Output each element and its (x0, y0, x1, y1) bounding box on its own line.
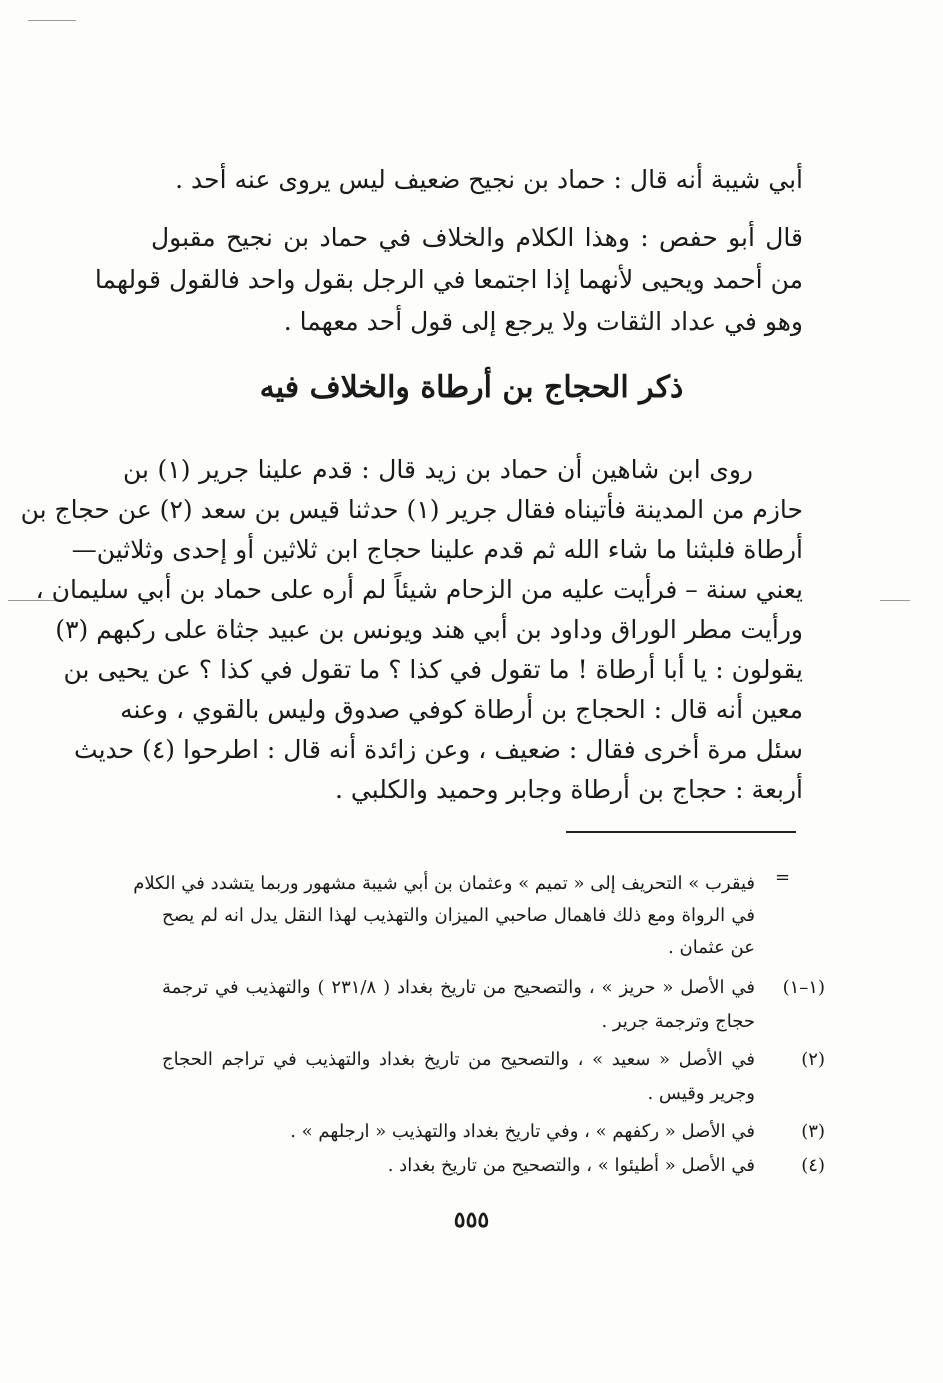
body-line: وهو في عداد الثقات ولا يرجع إلى قول أحد معهما . (283, 307, 803, 336)
body-line: يقولون : يا أبا أرطاة ! ما تقول في كذا ؟ ما تقول في كذا ؟ عن يحيى بن (63, 655, 803, 684)
footnote-line: في الأصل « ركفهم » ، وفي تاريخ بغداد والتهذيب « ارجلهم » . (290, 1121, 755, 1142)
body-line: قال أبو حفص : وهذا الكلام والخلاف في حماد بن نجيح مقبول (151, 223, 803, 252)
body-line: أربعة : حجاج بن أرطاة وجابر وحميد والكلبي . (335, 775, 803, 804)
footnote-line: في الأصل « سعيد » ، والتصحيح من تاريخ بغداد والتهذيب في تراجم الحجاج (162, 1049, 755, 1070)
body-line: حازم من المدينة فأتيناه فقال جرير (١) حدثنا قيس بن سعد (٢) عن حجاج بن (20, 495, 803, 524)
body-line: ورأيت مطر الوراق وداود بن أبي هند ويونس بن عبيد جثاة على ركبهم (٣) (55, 615, 803, 644)
footnote-number: (٤) (801, 1155, 825, 1176)
body-line: من أحمد ويحيى لأنهما إذا اجتمعا في الرجل بقول واحد فالقول قولهما (94, 265, 803, 294)
footnote-divider (566, 831, 796, 833)
scan-mark (28, 20, 76, 21)
body-line: سئل مرة أخرى فقال : ضعيف ، وعن زائدة أنه قال : اطرحوا (٤) حديث (74, 735, 803, 764)
footnote-line: في الرواة ومع ذلك فاهمال صاحبي الميزان والتهذيب لهذا النقل يدل انه لم يصح (162, 905, 755, 926)
footnote-line: عن عثمان . (668, 937, 755, 958)
footnote-line: في الأصل « حريز » ، والتصحيح من تاريخ بغداد ( ٢٣١/٨ ) والتهذيب في ترجمة (162, 977, 755, 998)
body-line: معين أنه قال : الحجاج بن أرطاة كوفي صدوق وليس بالقوي ، وعنه (120, 695, 803, 724)
body-line: روى ابن شاهين أن حماد بن زيد قال : قدم علينا جرير (١) بن (123, 455, 753, 484)
footnote-number: (١–١) (782, 977, 825, 998)
body-line: يعني سنة – فرأيت عليه من الزحام شيئاً لم أره على حماد بن أبي سليمان ، (35, 575, 803, 604)
footnote-continuation-marker: = (775, 867, 791, 888)
footnote-number: (٢) (801, 1049, 825, 1070)
footnote-line: حجاج وترجمة جرير . (601, 1011, 755, 1032)
section-heading: ذكر الحجاج بن أرطاة والخلاف فيه (259, 370, 684, 405)
footnote-line: وجرير وقيس . (647, 1083, 755, 1104)
body-line: أبي شيبة أنه قال : حماد بن نجيح ضعيف ليس يروى عنه أحد . (175, 165, 803, 194)
page-number: ٥٥٥ (453, 1207, 490, 1233)
body-line: أرطاة فلبثنا ما شاء الله ثم قدم علينا حجاج ابن ثلاثين أو إحدى وثلاثين— (71, 535, 803, 564)
footnote-line: فيقرب » التحريف إلى « تميم » وعثمان بن أبي شيبة مشهور وربما يتشدد في الكلام (133, 873, 755, 894)
scan-mark (880, 600, 910, 601)
footnote-number: (٣) (801, 1121, 825, 1142)
footnote-line: في الأصل « أطيئوا » ، والتصحيح من تاريخ بغداد . (387, 1155, 755, 1176)
